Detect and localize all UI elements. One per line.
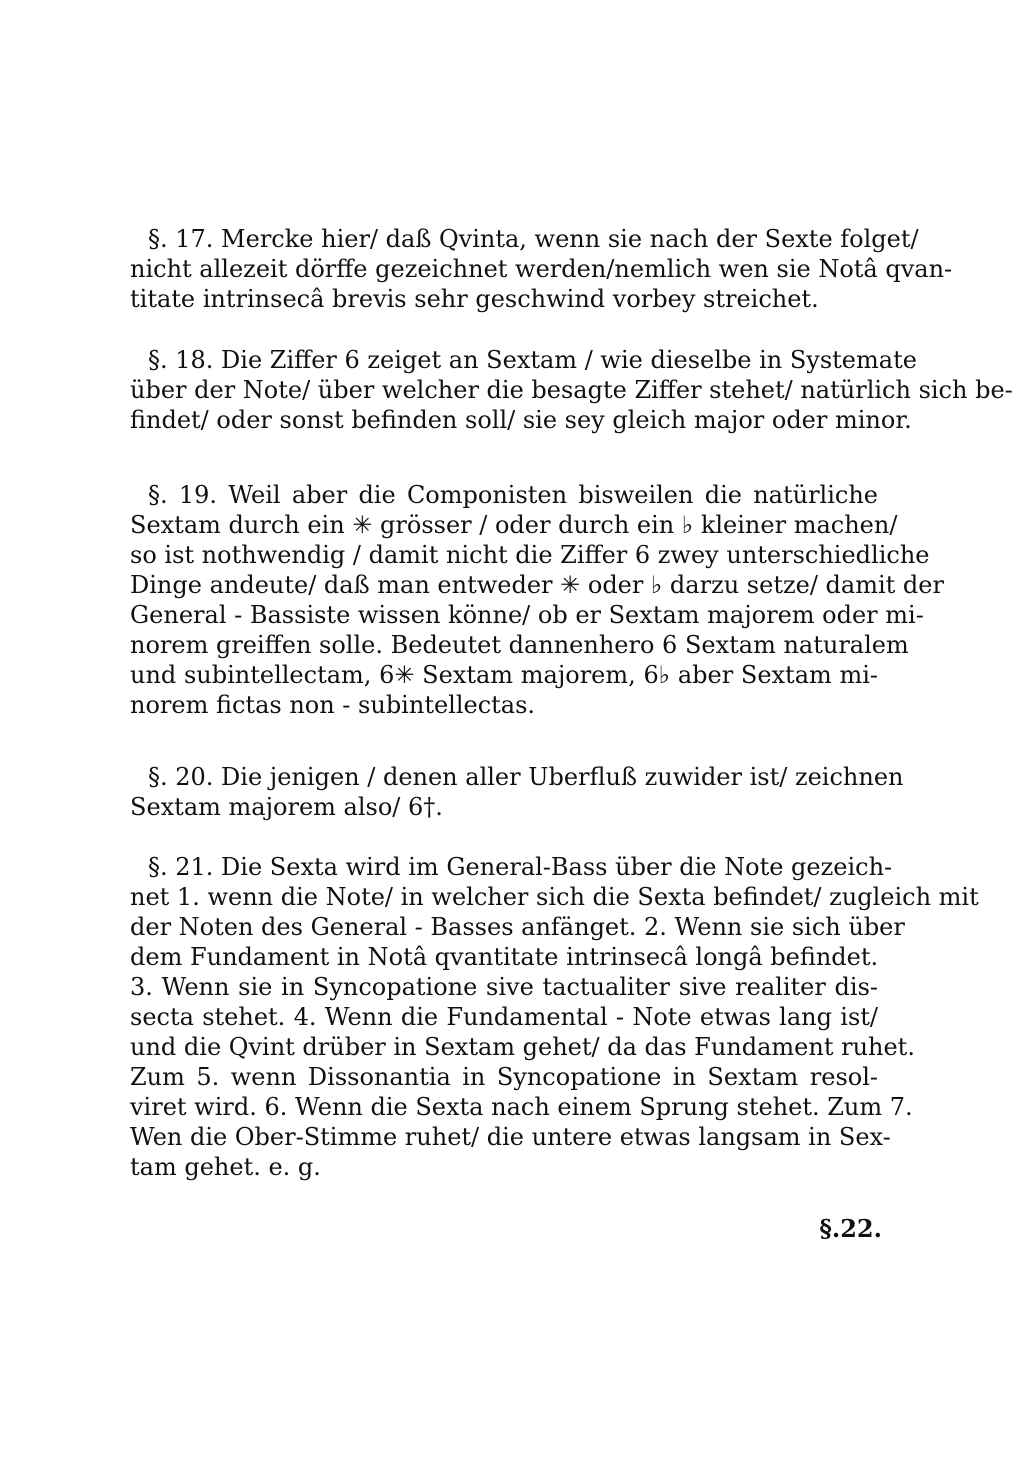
text-line: über der Note/ über welcher die besagte Ziffer stehet/ natürlich sich be-	[130, 376, 1013, 404]
text-line: Sextam durch ein ✳ grösser / oder durch ein ♭ kleiner machen/	[130, 511, 898, 539]
text-line: und die Qvint drüber in Sextam gehet/ da das Fundament ruhet.	[130, 1033, 915, 1061]
text-line: §. 19. Weil aber die Componisten bisweilen die natürliche	[148, 481, 878, 509]
text-line: Wen die Ober-Stimme ruhet/ die untere etwas langsam in Sex-	[130, 1123, 891, 1151]
text-line: viret wird. 6. Wenn die Sexta nach einem Sprung stehet. Zum 7.	[130, 1093, 913, 1121]
text-line: §. 21. Die Sexta wird im General-Bass über die Note gezeich-	[148, 853, 893, 881]
text-line: 3. Wenn sie in Syncopatione sive tactualiter sive realiter dis-	[130, 973, 878, 1001]
paragraph-18	[130, 345, 1013, 435]
text-line: Dinge andeute/ daß man entweder ✳ oder ♭ darzu setze/ damit der	[130, 571, 944, 599]
catchword: §.22.	[819, 1214, 882, 1243]
text-line: §. 17. Mercke hier/ daß Qvinta, wenn sie nach der Sexte folget/	[148, 225, 919, 253]
text-line: §. 18. Die Ziffer 6 zeiget an Sextam / wie dieselbe in Systemate	[148, 346, 917, 374]
text-line: secta stehet. 4. Wenn die Fundamental - Note etwas lang ist/	[130, 1003, 878, 1031]
text-line: der Noten des General - Basses anfänget. 2. Wenn sie sich über	[130, 913, 905, 941]
text-line: General - Bassiste wissen könne/ ob er Sextam majorem oder mi-	[130, 601, 924, 629]
text-line: dem Fundament in Notâ qvantitate intrinsecâ longâ befindet.	[130, 943, 879, 971]
text-line: §. 20. Die jenigen / denen aller Uberfluß zuwider ist/ zeichnen	[148, 763, 904, 791]
paragraph-17	[130, 224, 953, 314]
text-line: tam gehet. e. g.	[130, 1153, 321, 1181]
text-line: und subintellectam, 6✳ Sextam majorem, 6♭ aber Sextam mi-	[130, 661, 878, 689]
text-line: so ist nothwendig / damit nicht die Ziffer 6 zwey unterschiedliche	[130, 541, 930, 569]
text-line: nicht allezeit dörffe gezeichnet werden/nemlich wen sie Notâ qvan-	[130, 255, 953, 283]
text-line: titate intrinsecâ brevis sehr geschwind vorbey streichet.	[130, 285, 819, 313]
text-line: Sextam majorem also/ 6†.	[130, 793, 443, 821]
text-line: findet/ oder sonst befinden soll/ sie sey gleich major oder minor.	[130, 406, 912, 434]
text-line: Zum 5. wenn Dissonantia in Syncopatione in Sextam resol-	[130, 1063, 878, 1091]
text-line: norem greiffen solle. Bedeutet dannenhero 6 Sextam naturalem	[130, 631, 909, 659]
text-line: norem fictas non - subintellectas.	[130, 691, 536, 719]
paragraph-21	[130, 852, 979, 1182]
paragraph-20	[130, 762, 904, 822]
text-line: net 1. wenn die Note/ in welcher sich die Sexta befindet/ zugleich mit	[130, 883, 979, 911]
paragraph-19	[130, 480, 944, 720]
